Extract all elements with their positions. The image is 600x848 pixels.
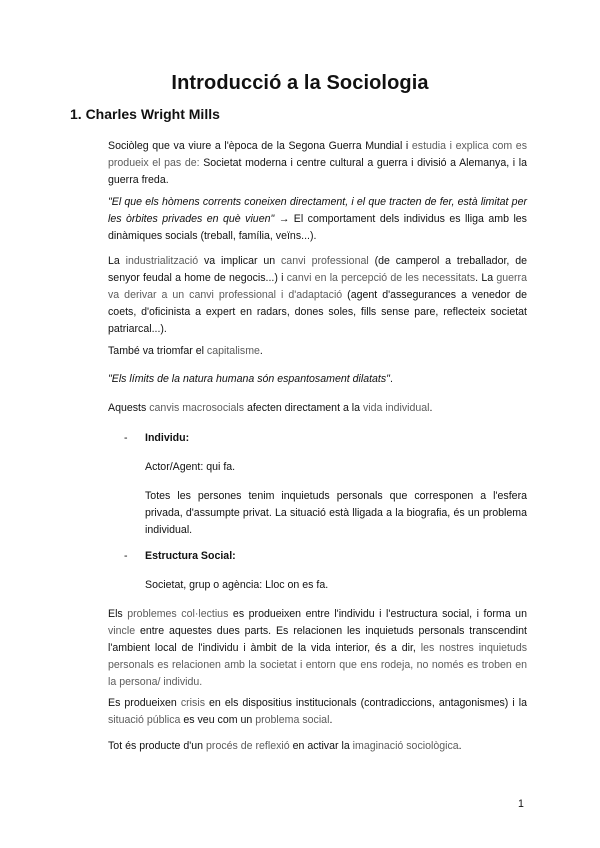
bullet-heading-individu: Individu: xyxy=(145,432,190,444)
paragraph-industrialization xyxy=(108,253,527,338)
quote-text: "Els límits de la natura humana són espantosament dilatats" xyxy=(108,373,390,385)
highlight-text: guerra va derivar a un canvi professional i d'adaptació xyxy=(108,272,527,301)
text-run: es produeixen entre l'individu i l'estructura social, i forma un xyxy=(228,608,527,620)
text-run: . xyxy=(458,740,462,752)
paragraph-collective-problems xyxy=(108,606,527,691)
highlight-text: estudia i explica com es produeix el pas de: xyxy=(108,140,528,169)
text-run: (agent d'assegurances a venedor de coets, d'oficinista a expert en radars, dones soles, fills sense pare, reflecteix societat patriarcal...). xyxy=(108,289,527,335)
quote-text: "El que els hòmens corrents coneixen directament, i el que tracten de fer, està limitat per les òrbites privades en què viuen" xyxy=(108,196,527,225)
individu-definition: Actor/Agent: qui fa. xyxy=(145,461,236,473)
highlight-text: situació pública xyxy=(108,714,181,726)
text-run: . La xyxy=(475,272,497,284)
text-run: . xyxy=(429,402,433,414)
text-run: . xyxy=(389,373,393,385)
highlight-text: les nostres inquietuds personals es relacionen amb la societat i entorn que ens rodeja, no només es troben en la persona/ individu. xyxy=(108,642,528,688)
text-run: Els xyxy=(108,608,128,620)
bullet-marker: - xyxy=(124,550,128,562)
page-number: 1 xyxy=(518,798,524,810)
highlight-text: canvi professional xyxy=(281,255,369,267)
highlight-text: canvis macrosocials xyxy=(149,402,245,414)
highlight-text: problemes col·lectius xyxy=(127,608,229,620)
highlight-text: procés de reflexió xyxy=(206,740,290,752)
text-run: va implicar un xyxy=(198,255,281,267)
highlight-text: canvi en la percepció de les necessitats xyxy=(286,272,476,284)
page-title: Introducció a la Sociologia xyxy=(171,72,429,94)
paragraph-capitalism xyxy=(108,343,527,360)
text-run: en els dispositius institucionals (contradiccions, antagonismes) i la xyxy=(205,697,527,709)
paragraph-macrosocial xyxy=(108,400,527,417)
text-run: en activar la xyxy=(289,740,353,752)
text-run: Sociòleg que va viure a l'època de la Segona Guerra Mundial i xyxy=(108,140,412,152)
highlight-text: capitalisme xyxy=(206,345,260,357)
paragraph-quote-limits xyxy=(108,371,527,388)
text-run: . xyxy=(259,345,263,357)
paragraph-intro xyxy=(108,138,527,189)
estructura-definition: Societat, grup o agència: Lloc on es fa. xyxy=(145,579,329,591)
highlight-text: vincle xyxy=(108,625,136,637)
highlight-text: imaginació sociològica xyxy=(352,740,459,752)
highlight-text: vida individual xyxy=(362,402,430,414)
highlight-text: industrialització xyxy=(125,255,199,267)
paragraph-crisis xyxy=(108,695,527,729)
text-run: Aquests xyxy=(108,402,150,414)
text-run: La xyxy=(108,255,126,267)
bullet-marker: - xyxy=(124,432,128,444)
text-run: Tot és producte d'un xyxy=(108,740,207,752)
text-run: Es produeixen xyxy=(108,697,181,709)
text-run: (de camperol a treballador, de senyor feudal a home de negocis...) i xyxy=(108,255,527,284)
section-heading: 1. Charles Wright Mills xyxy=(70,106,220,122)
text-run: . xyxy=(329,714,333,726)
bullet-heading-estructura: Estructura Social: xyxy=(145,550,236,562)
text-run: es veu com un xyxy=(180,714,256,726)
paragraph-reflection xyxy=(108,738,527,755)
text-run: → El comportament dels individus es lliga amb les dinàmiques socials (treball, família, veïns...). xyxy=(108,213,527,242)
individu-description: Totes les persones tenim inquietuds personals que corresponen a l'esfera privada, d'assumpte privat. La situació està lligada a la biografia, és un problema individual. xyxy=(145,490,527,536)
paragraph-quote-mills xyxy=(108,194,527,245)
text-run: afecten directament a la xyxy=(244,402,363,414)
text-run: entre aquestes dues parts. Es relacionen les inquietuds personals transcendint l'ambient local de l'individu i àmbit de la vida interior, és a dir, xyxy=(108,625,527,654)
text-run: També va triomfar el xyxy=(108,345,207,357)
text-run: Societat moderna i centre cultural a guerra i divisió a Alemanya, i la guerra freda. xyxy=(108,157,528,186)
highlight-text: crisis xyxy=(180,697,205,709)
highlight-text: problema social xyxy=(255,714,330,726)
